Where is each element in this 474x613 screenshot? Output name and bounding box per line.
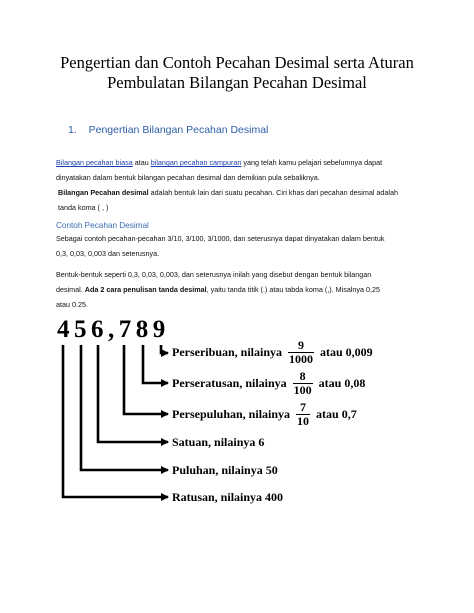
para2-bold-term: Bilangan Pecahan desimal	[58, 188, 149, 197]
row-satuan-label: Satuan, nilainya 6	[172, 435, 265, 449]
row-puluhan	[172, 463, 278, 478]
para2-line-2: tanda koma ( , )	[58, 203, 109, 212]
row-persepuluhan	[172, 401, 357, 428]
fraction-9-1000	[288, 339, 314, 366]
para4-bold: Ada 2 cara penulisan tanda desimal	[84, 285, 207, 294]
arrow-perseribuan	[161, 345, 168, 353]
para3-line-2: 0,3, 0,03, 0,003 dan seterusnya.	[56, 249, 160, 258]
arrow-persepuluhan	[124, 345, 168, 414]
link-pecahan-biasa[interactable]: Bilangan pecahan biasa	[56, 158, 133, 167]
subheading-contoh: Contoh Pecahan Desimal	[56, 221, 149, 230]
row-perseribuan-label: Perseribuan, nilainya	[172, 345, 283, 359]
fraction-denominator: 1000	[289, 352, 314, 366]
para3-line-1: Sebagai contoh pecahan-pecahan 3/10, 3/100, 3/1000, dan seterusnya dapat dinyatakan dalam bentuk	[56, 234, 385, 243]
para4-line-2-pre: desimal.	[56, 285, 85, 294]
title-line-2: Pembulatan Bilangan Pecahan Desimal	[107, 73, 367, 92]
title-line-1: Pengertian dan Contoh Pecahan Desimal serta Aturan	[60, 53, 414, 72]
row-perseratusan	[172, 370, 365, 397]
arrow-perseratusan	[143, 345, 168, 383]
fraction-8-100	[293, 370, 313, 397]
arrow-ratusan	[63, 345, 168, 497]
para4-line-1: Bentuk-bentuk seperti 0,3, 0,03, 0,003, dan seterusnya inilah yang disebut dengan bentuk bilangan	[56, 270, 372, 279]
section-number: 1.	[68, 124, 77, 136]
para4-line-3: atau 0.25.	[56, 300, 88, 309]
link-pecahan-campuran[interactable]: bilangan pecahan campuran	[150, 158, 242, 167]
fraction-numerator: 9	[298, 338, 305, 352]
row-perseratusan-label: Perseratusan, nilainya	[172, 376, 287, 390]
fraction-numerator: 8	[299, 369, 306, 383]
fraction-7-10	[296, 401, 310, 428]
row-perseratusan-result: atau 0,08	[318, 376, 366, 390]
para1-text-1: atau	[132, 158, 151, 167]
row-persepuluhan-label: Persepuluhan, nilainya	[172, 407, 291, 421]
row-persepuluhan-result: atau 0,7	[316, 407, 357, 421]
row-perseribuan-result: atau 0,009	[320, 345, 373, 359]
para1-text-2: yang telah kamu pelajari sebelumnya dapat	[241, 158, 383, 167]
arrow-satuan	[98, 345, 168, 442]
row-ratusan-label: Ratusan, nilainya 400	[172, 490, 284, 504]
row-puluhan-label: Puluhan, nilainya 50	[172, 463, 278, 477]
para4-line-2-post: , yaitu tanda titik (.) atau tabda koma (,). Misalnya 0,25	[206, 285, 380, 294]
fraction-denominator: 100	[293, 383, 312, 397]
para2-text: adalah bentuk lain dari suatu pecahan. Ciri khas dari pecahan desimal adalah	[148, 188, 399, 197]
row-ratusan	[172, 490, 283, 505]
row-perseribuan	[172, 339, 373, 366]
row-satuan	[172, 435, 264, 450]
fraction-denominator: 10	[297, 414, 310, 428]
decimal-number: 456,789	[57, 316, 170, 343]
section-title: Pengertian Bilangan Pecahan Desimal	[88, 124, 269, 136]
para1-line-2: dinyatakan dalam bentuk bilangan pecahan desimal dan demikian pula sebaliknya.	[56, 173, 320, 182]
fraction-numerator: 7	[300, 400, 307, 414]
